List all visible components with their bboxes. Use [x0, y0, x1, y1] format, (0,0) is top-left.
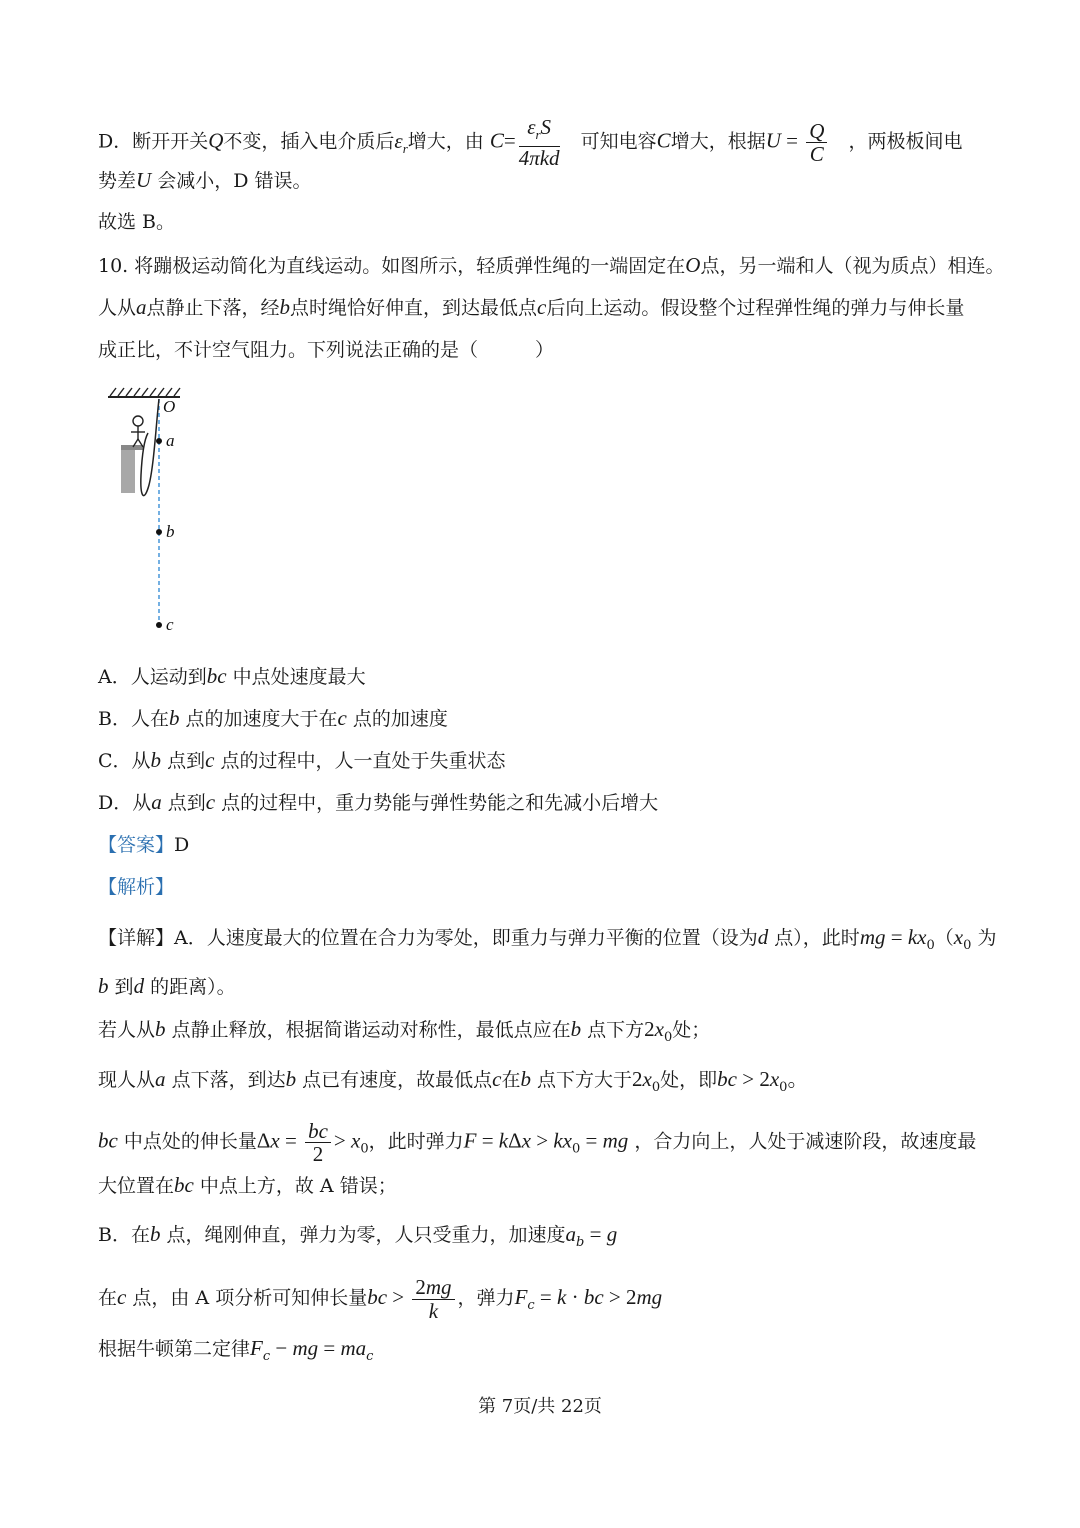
label-c: c [166, 615, 174, 634]
platform-top [121, 445, 143, 450]
detail-line-4: 现人从a 点下落，到达b 点已有速度，故最低点c在b 点下方大于$2x_0$处，即bc > $2x_0$。 [98, 1067, 809, 1095]
choose-answer-line: 故选 B。 [98, 211, 176, 233]
detail-line-3: 若人从b 点静止释放，根据简谐运动对称性，最低点应在b 点下方$2x_0$处； [98, 1017, 711, 1045]
option-d: D．从a 点到c 点的过程中，重力势能与弹性势能之和先减小后增大 [98, 790, 659, 814]
detail-line-7: B．在b 点，绳刚伸直，弹力为零，人只受重力，加速度$a_b = g$ [98, 1222, 618, 1250]
bungee-figure [104, 385, 214, 640]
page-footer: 第 7页/共 22页 [478, 1396, 602, 1417]
detail-line-6: 大位置在bc 中点上方，故 A 错误； [98, 1173, 397, 1197]
platform [121, 447, 135, 493]
voltage-fraction: $\frac{Q}{C}$ [806, 120, 827, 165]
detail-line-5: bc 中点处的伸长量Δx = $\frac{bc}{2}$ > $x_0$，此时弹力$F = k\Delta x > kx_0$ = mg ，合力向上，人处于减速阶段，故速度最 [98, 1119, 977, 1166]
detail-line-9: 根据牛顿第二定律$F_c$ − mg = $ma_c$ [98, 1336, 374, 1364]
point-c [156, 622, 162, 628]
answer-tag: 【答案】 [98, 834, 175, 856]
ceiling-hatch [110, 388, 180, 396]
question-10-line-1: 10. 将蹦极运动简化为直线运动。如图所示，轻质弹性绳的一端固定在O点，另一端和人（视为质点）相连。 [98, 253, 1005, 277]
option-a: A．人运动到bc 中点处速度最大 [98, 664, 366, 688]
detail-line-2: b 到d 的距离）。 [98, 974, 236, 998]
detail-line-1: 【详解】A．人速度最大的位置在合力为零处，即重力与弹力平衡的位置（设为d 点），此时mg = $kx_0(x_0$ 为 [98, 925, 997, 953]
option-d-explanation-line-2: 势差U 会减小，D 错误。 [98, 168, 312, 192]
question-10-line-2: 人从a点静止下落，经b点时绳恰好伸直，到达最低点c后向上运动。假设整个过程弹性绳的弹力与伸长量 [98, 295, 965, 319]
option-c: C．从b 点到c 点的过程中，人一直处于失重状态 [98, 748, 506, 772]
point-a [156, 438, 162, 444]
label-a: a [166, 431, 175, 450]
label-b: b [166, 522, 175, 541]
label-o: O [163, 397, 176, 416]
point-b [156, 529, 162, 535]
capacitance-fraction: $\frac{\varepsilon_rS}{\text{4πkd}}$ [518, 115, 560, 171]
option-b: B．人在b 点的加速度大于在c 点的加速度 [98, 706, 448, 730]
analysis-tag: 【解析】 [98, 876, 175, 898]
answer-line [98, 832, 189, 858]
elastic-rope [141, 399, 159, 496]
answer-value: D [174, 834, 190, 856]
question-10-line-3: 成正比，不计空气阻力。下列说法正确的是（ ） [98, 339, 555, 361]
detail-line-8: 在c 点，由 A 项分析可知伸长量bc > $\frac{2mg}{k}$ ，弹力$F_c = k$ · bc > 2mg [98, 1275, 663, 1323]
person-figure [131, 416, 145, 447]
option-d-explanation-line-1: D．断开开关Q不变，插入电介质后$\varepsilon_r$增大，由 C= $\frac{\varepsilon_rS}{\text{4πkd}}$ 可知电容C增大，根据U = $\frac{Q}{C}$ ，两极板间电 [98, 115, 963, 171]
